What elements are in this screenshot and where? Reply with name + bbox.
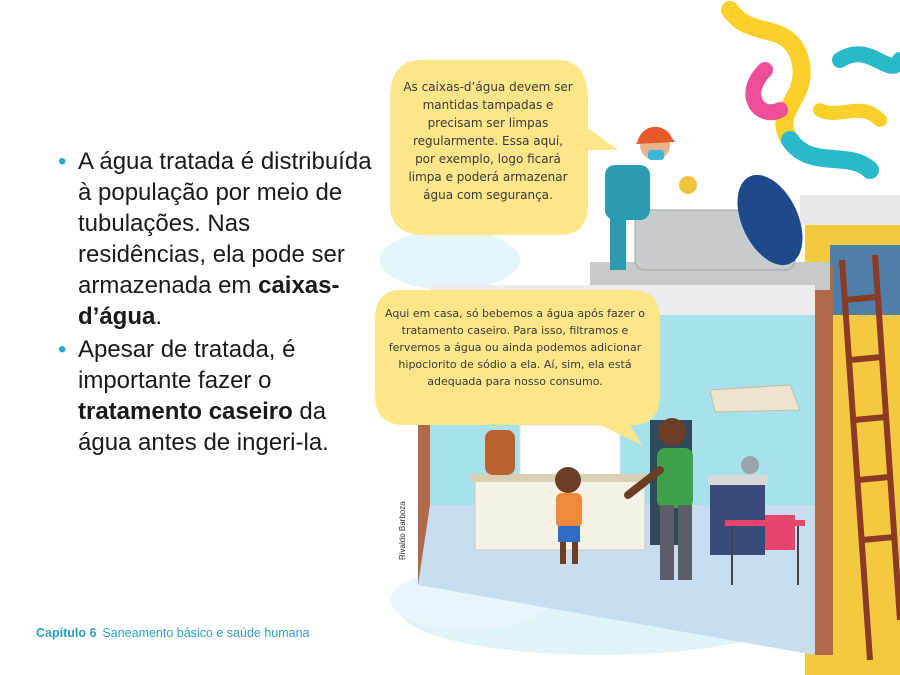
- bullet-item: • Apesar de tratada, é importante fazer o tratamento caseiro da água antes de ingeri-la.: [56, 334, 376, 458]
- illustration-credit: Rivaldo Barboza: [398, 501, 407, 560]
- bold-term: caixas-d’água: [78, 272, 340, 330]
- chapter-number: Capítulo 6: [36, 626, 97, 640]
- stove: [710, 480, 765, 555]
- bubble-text-worker: As caixas-d’água devem ser mantidas tampadas e precisam ser limpas regularmente. Essa aqui, por exemplo, logo ficará limpa e poderá armazenar água com segurança.: [403, 80, 573, 202]
- range-hood: [710, 385, 800, 412]
- cloud: [380, 230, 520, 290]
- bubble-text-father: Aqui em casa, só bebemos a água após fazer o tratamento caseiro. Para isso, filtramos e fervemos a água ou ainda podemos adicionar hipoclorito de sódio a ela. Aí, sim, ela está adequada para nosso consumo.: [385, 307, 645, 388]
- chair: [765, 515, 795, 550]
- bullet-list: [56, 146, 376, 460]
- bold-term: tratamento caseiro: [78, 398, 293, 425]
- water-filter: [485, 430, 515, 475]
- ribbon-decoration: [730, 10, 900, 170]
- chapter-title: Saneamento básico e saúde humana: [102, 626, 310, 640]
- chapter-footer: [36, 626, 310, 640]
- bullet-item: • A água tratada é distribuída à população por meio de tubulações. Nas residências, ela pode ser armazenada em caixas-d’água.: [56, 146, 376, 332]
- house-wall-right: [815, 265, 833, 655]
- kettle: [741, 456, 759, 474]
